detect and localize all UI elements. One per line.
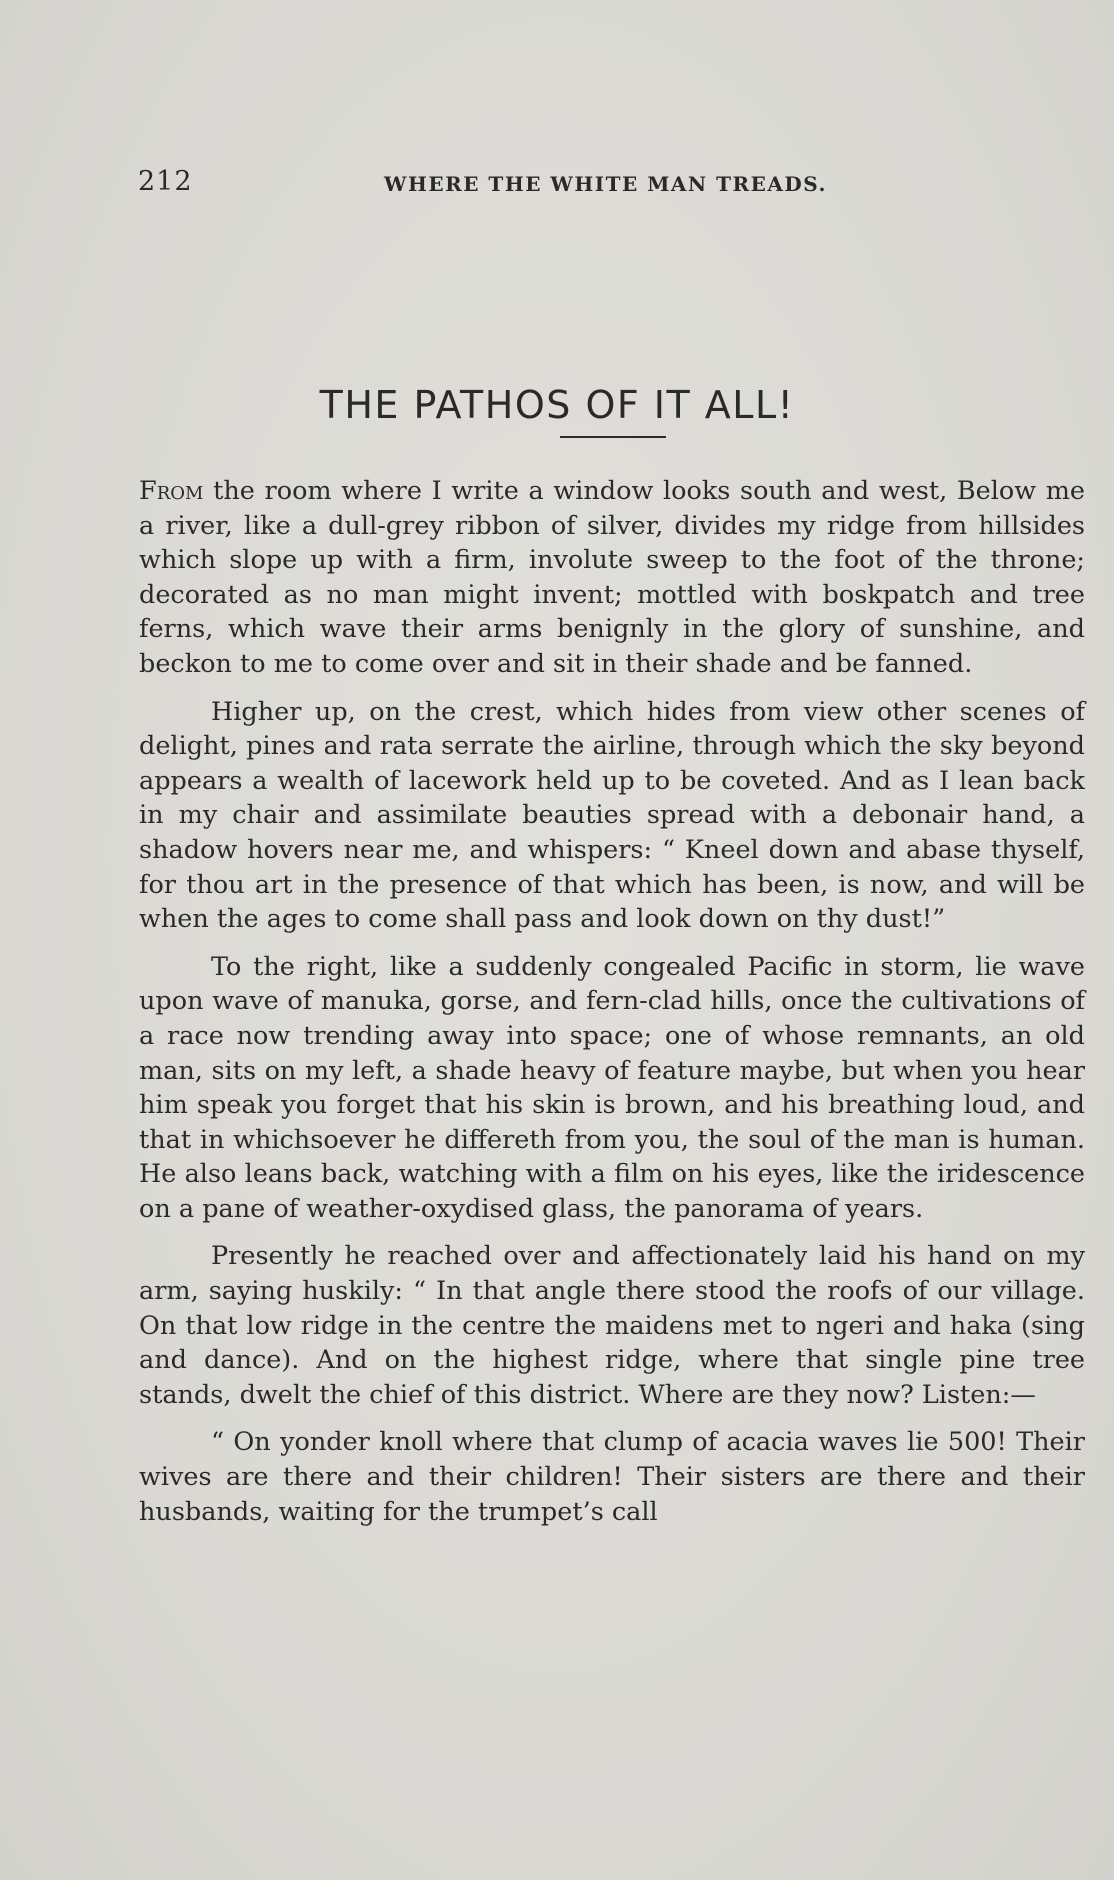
body-text [139,474,1085,1542]
running-title: WHERE THE WHITE MAN TREADS. [384,172,827,196]
running-head [138,166,1088,202]
paragraph-lead: From [139,476,204,506]
paragraph: Presently he reached over and affectionately laid his hand on my arm, saying huskily: “ In that angle there stood the roofs of our village. On that low ridge in the centre the maidens met to ngeri and haka (sing and dance). And on the highest ridge, where that single pine tree stands, dwelt the chief of this district. Where are they now? Listen:— [139,1241,1085,1410]
chapter-title: THE PATHOS OF IT ALL! [319,383,795,428]
page-number: 212 [138,166,193,197]
paragraph-text: the room where I write a window looks south and west, Below me a river, like a dull-grey ribbon of silver, divides my ridge from hillsides which slope up with a firm, involute sweep to the foot of the throne; decorated as no man might invent; mottled with boskpatch and tree ferns, which wave their arms benignly in the glory of sunshine, and beckon to me to come over and sit in their shade and be fanned. [139,476,1085,679]
paragraph: “ On yonder knoll where that clump of acacia waves lie 500! Their wives are there and their children! Their sisters are there and their husbands, waiting for the trumpet’s call [139,1427,1085,1527]
paragraph [139,474,1085,682]
paragraph: To the right, like a suddenly congealed Pacific in storm, lie wave upon wave of manuka, gorse, and fern-clad hills, once the cultivations of a race now trending away into space; one of whose remnants, an old man, sits on my left, a shade heavy of feature maybe, but when you hear him speak you forget that his skin is brown, and his breathing loud, and that in whichsoever he differeth from you, the soul of the man is human. He also leans back, watching with a film on his eyes, like the iridescence on a pane of weather-oxydised glass, the panorama of years. [139,951,1085,1224]
title-rule [560,436,666,438]
paragraph: Higher up, on the crest, which hides from view other scenes of delight, pines and rata serrate the airline, through which the sky beyond appears a wealth of lacework held up to be coveted. And as I lean back in my chair and assimilate beauties spread with a debonair hand, a shadow hovers near me, and whispers: “ Kneel down and abase thyself, for thou art in the presence of that which has been, is now, and will be when the ages to come shall pass and look down on thy dust!” [139,696,1085,935]
